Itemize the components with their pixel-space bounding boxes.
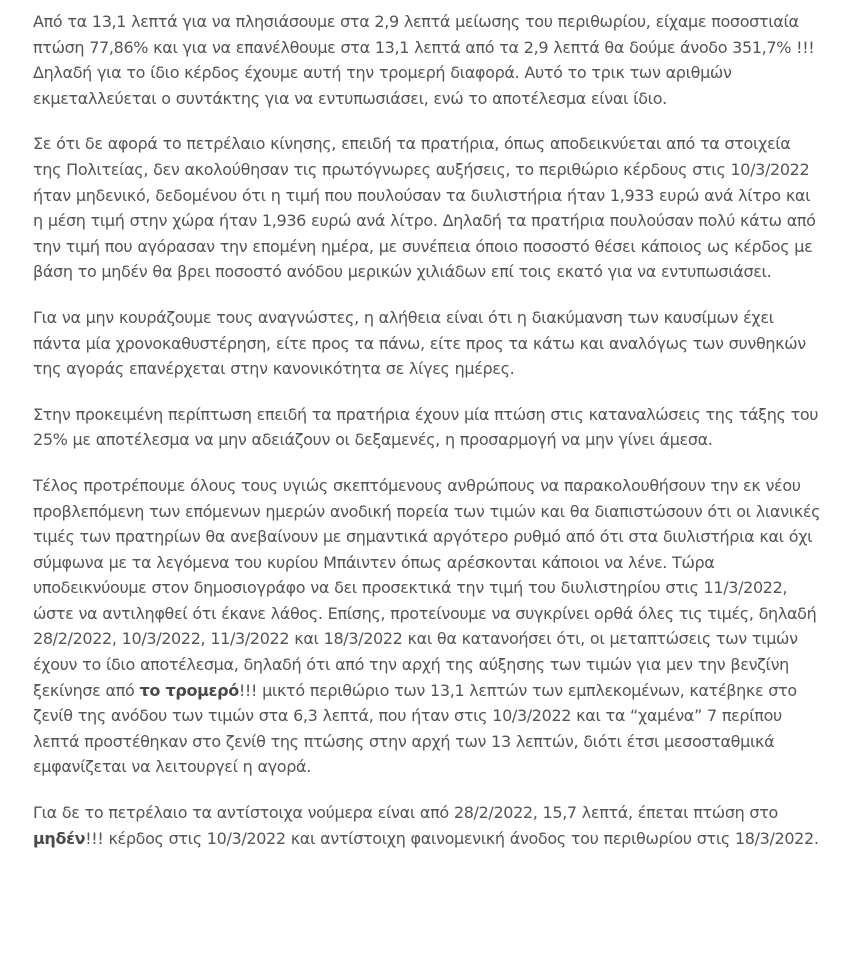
diesel-emphasis: μηδέν (33, 828, 86, 848)
paragraph-same-profit: Δηλαδή για το ίδιο κέρδος έχουμε αυτή την τρομερή διαφορά. Αυτό το τρικ των αριθμών εκμεταλλεύεται ο συντάκτης για να εντυπωσιάσει, ενώ το αποτέλεσμα είναι ίδιο. (33, 63, 732, 108)
paragraph-conclusion (33, 473, 823, 780)
article-body (33, 9, 823, 871)
conclusion-emphasis: το τρομερό (139, 680, 239, 700)
paragraph-diesel: Σε ότι δε αφορά το πετρέλαιο κίνησης, επειδή τα πρατήρια, όπως αποδεικνύεται από τα στοιχεία της Πολιτείας, δεν ακολούθησαν τις πρωτόγνωρες αυξήσεις, το περιθώριο κέρδους στις 10/3/2022 ήταν μηδενικό, δεδομένου ότι η τιμή που πουλούσαν τα διυλιστήρια ήταν 1,933 ευρώ ανά λίτρο και η μέση τιμή στην χώρα ήταν 1,936 ευρώ ανά λίτρο. Δηλαδή τα πρατήρια πουλούσαν πολύ κάτω από την τιμή που αγόρασαν την επομένη ημέρα, με συνέπεια όποιο ποσοστό θέσει κάποιος ως κέρδος με βάση το μηδέν θα βρει ποσοστό ανόδου μερικών χιλιάδων επί τοις εκατό για να εντυπωσιάσει. (33, 134, 816, 282)
conclusion-text-end: !!! μικτό περιθώριο των 13,1 λεπτών των εμπλεκομένων, κατέβηκε στο ζενίθ της ανόδου των τιμών στα 6,3 λεπτά, που ήταν στις 10/3/2022 και τα “χαμένα” 7 περίπου λεπτά προστέθηκαν στο ζενίθ της πτώσης στην αρχή των 13 λεπτών, διότι έτσι μεσοσταθμικά εμφανίζεται να λειτουργεί η αγορά. (33, 680, 797, 777)
paragraph-diesel-numbers (33, 800, 823, 851)
diesel-text-end: !!! κέρδος στις 10/3/2022 και αντίστοιχη φαινομενική άνοδος του περιθωρίου στις 18/3/2022. (85, 828, 819, 848)
diesel-text-start: Για δε το πετρέλαιο τα αντίστοιχα νούμερα είναι από 28/2/2022, 15,7 λεπτά, έπεται πτώση στο (33, 803, 778, 823)
conclusion-text-start: Τέλος προτρέπουμε όλους τους υγιώς σκεπτόμενους ανθρώπους να παρακολουθήσουν την εκ νέου προβλεπόμενη των επόμενων ημερών ανοδική πορεία των τιμών και θα διαπιστώσουν ότι οι λιανικές τιμές των πρατηρίων θα ανεβαίνουν με σημαντικά αργότερο ρυθμό από ότι στα διυλιστήρια και όχι σύμφωνα με τα λεγόμενα του κυρίου Μπάιντεν όπως αρέσκονται κάποιοι να λένε. Τώρα υποδεικνύουμε στον δημοσιογράφο να δει προσεκτικά την τιμή του διυλιστηρίου στις 11/3/2022, ώστε να αντιληφθεί ότι έκανε λάθος. Επίσης, προτείνουμε να συγκρίνει ορθά όλες τις τιμές, δηλαδή 28/2/2022, 10/3/2022, 11/3/2022 και 18/3/2022 και θα κατανοήσει ότι, οι μεταπτώσεις των τιμών έχουν το ίδιο αποτέλεσμα, δηλαδή ότι από την αρχή της αύξησης των τιμών για μεν την βενζίνη ξεκίνησε από (33, 475, 821, 700)
paragraph-consumption: Στην προκειμένη περίπτωση επειδή τα πρατήρια έχουν μία πτώση στις καταναλώσεις της τάξης του 25% με αποτέλεσμα να μην αδειάζουν οι δεξαμενές, η προσαρμογή να μην γίνει άμεσα. (33, 404, 819, 450)
paragraph-readers: Για να μην κουράζουμε τους αναγνώστες, η αλήθεια είναι ότι η διακύμανση των καυσίμων έχει πάντα μία χρονοκαθυστέρηση, είτε προς τα πάνω, είτε προς τα κάτω και αναλόγως των συνθηκών της αγοράς επανέρχεται στην κανονικότητα σε λίγες ημέρες. (33, 307, 806, 379)
paragraph-percentage-drop: Από τα 13,1 λεπτά για να πλησιάσουμε στα 2,9 λεπτά μείωσης του περιθωρίου, είχαμε ποσοστιαία πτώση 77,86% και για να επανέλθουμε στα 13,1 λεπτά από τα 2,9 λεπτά θα δούμε άνοδο 351,7% !!! (33, 12, 815, 57)
